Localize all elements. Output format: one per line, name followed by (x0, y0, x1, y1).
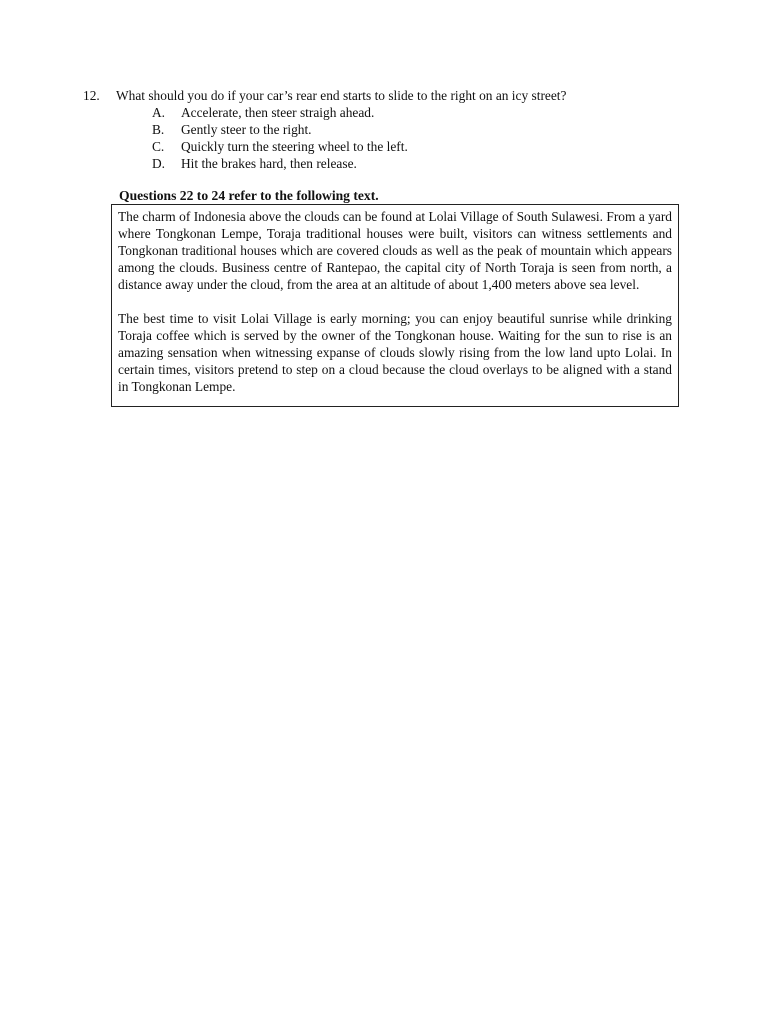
option-letter: D. (152, 156, 166, 171)
option-letter: C. (152, 139, 165, 154)
question-12 (83, 87, 683, 172)
option-letter: B. (152, 122, 165, 137)
option-text: Gently steer to the right. (181, 122, 312, 137)
question-stem (83, 87, 683, 104)
option-text: Quickly turn the steering wheel to the left. (181, 139, 408, 154)
option-text: Hit the brakes hard, then release. (181, 156, 357, 171)
passage-paragraph-2: The best time to visit Lolai Village is early morning; you can enjoy beautiful sunrise while drinking Toraja coffee which is served by the owner of the Tongkonan house. Waiting for the sun to rise is an amazing sensation when witnessing expanse of clouds slowly rising from the low land upto Lolai. In certain times, visitors pretend to step on a cloud because the cloud overlays to be aligned with a stand in Tongkonan Lempe. (118, 311, 672, 394)
question-number: 12. (83, 88, 100, 103)
section-heading: Questions 22 to 24 refer to the following text. (119, 188, 379, 203)
option-b (83, 121, 683, 138)
option-letter: A. (152, 105, 166, 120)
option-text: Accelerate, then steer straigh ahead. (181, 105, 375, 120)
option-d (83, 155, 683, 172)
option-c (83, 138, 683, 155)
reading-passage-box (111, 204, 679, 407)
question-text: What should you do if your car’s rear end starts to slide to the right on an icy street? (116, 88, 567, 103)
option-a (83, 104, 683, 121)
passage-paragraph-1: The charm of Indonesia above the clouds can be found at Lolai Village of South Sulawesi. From a yard where Tongkonan Lempe, Toraja traditional houses were built, visitors can witness settlements and Tongkonan traditional houses which are covered clouds as well as the peak of mountain which appears among the clouds. Business centre of Rantepao, the capital city of North Toraja is seen from north, a distance away under the cloud, from the area at an altitude of about 1,400 meters above sea level. (118, 209, 672, 292)
